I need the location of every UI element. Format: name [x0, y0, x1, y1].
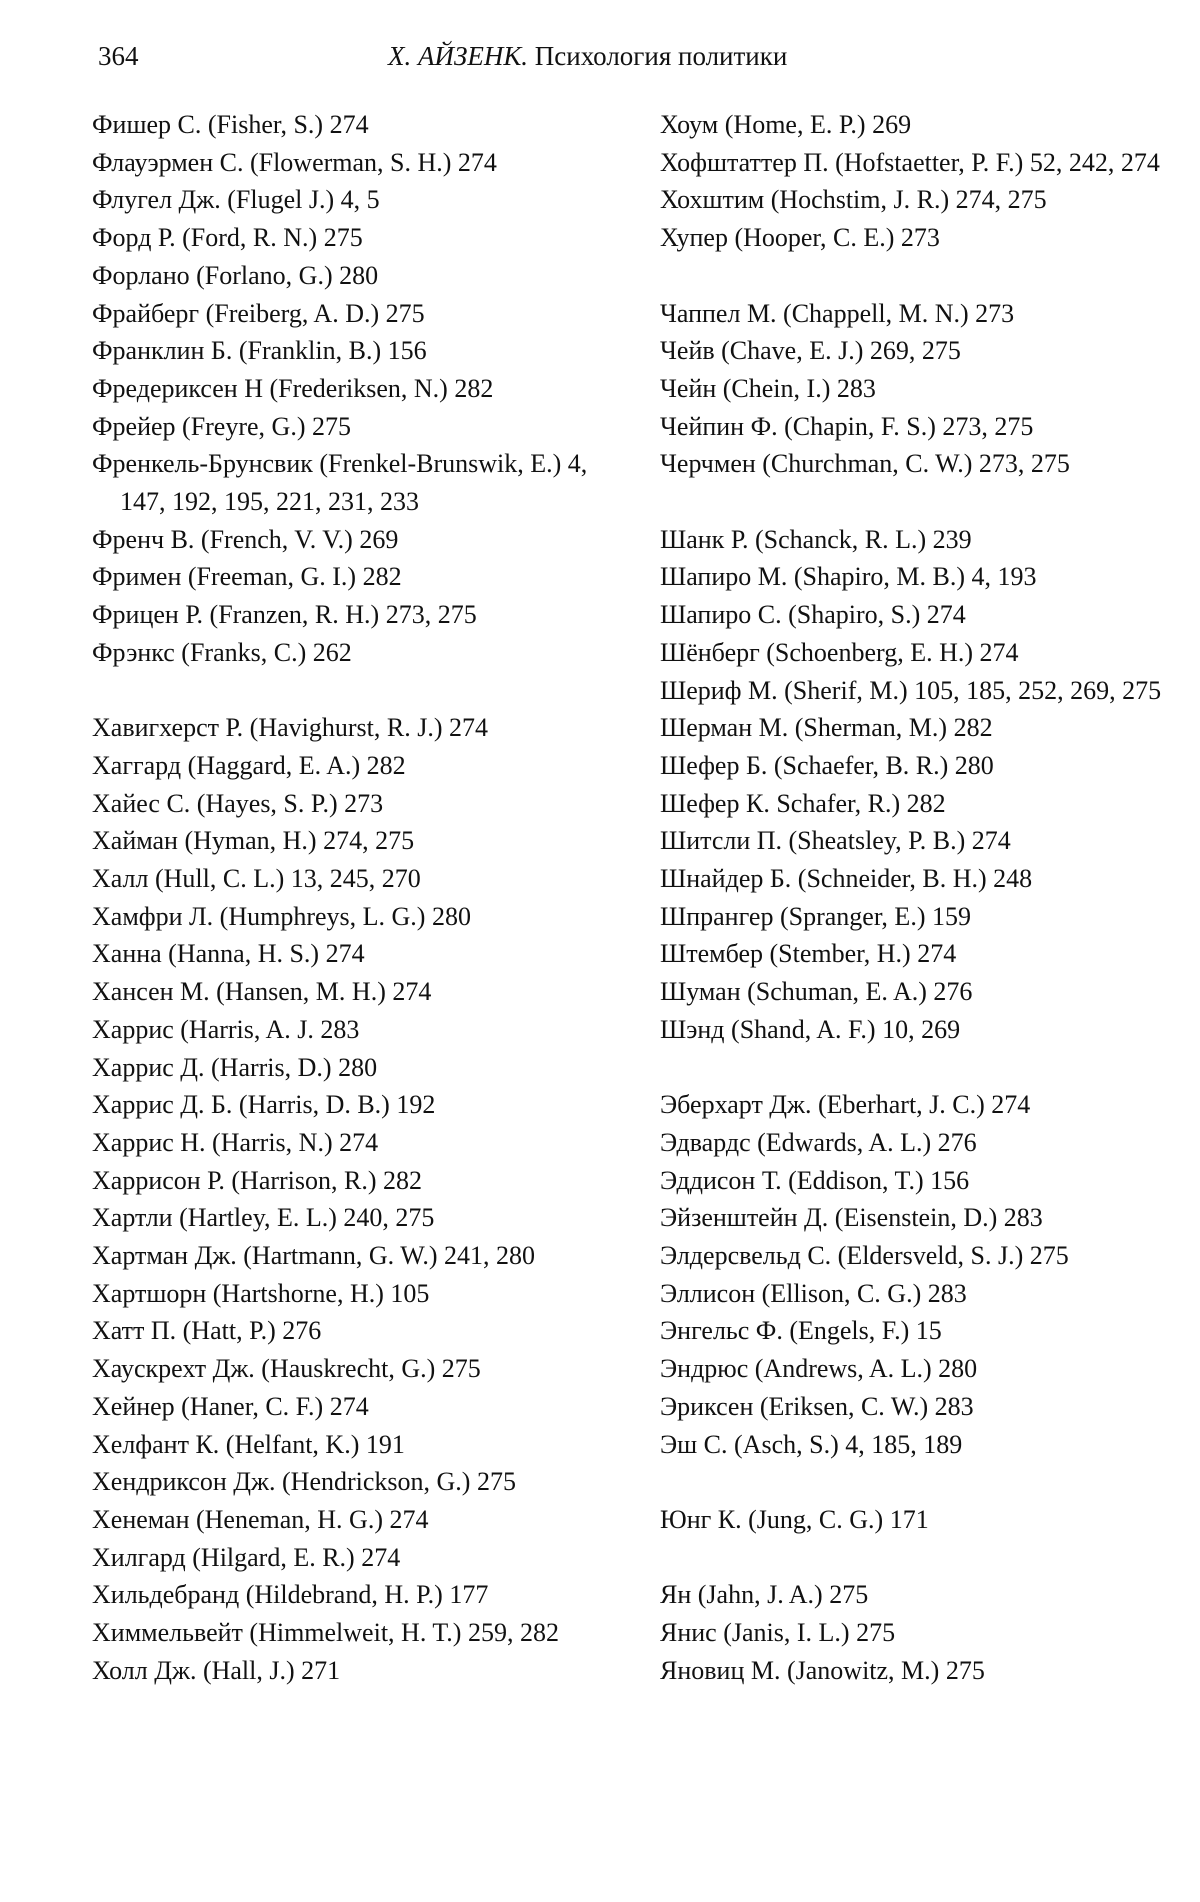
- index-entry: Хартман Дж. (Hartmann, G. W.) 241, 280: [92, 1241, 536, 1271]
- index-entry: Эддисон Т. (Eddison, T.) 156: [660, 1165, 970, 1195]
- index-group: [660, 1501, 1180, 1539]
- index-entry: Черчмен (Churchman, C. W.) 273, 275: [660, 449, 1070, 479]
- index-entry: Хайман (Hyman, H.) 274, 275: [92, 826, 415, 856]
- index-entry: Харрис Д. Б. (Harris, D. B.) 192: [92, 1090, 436, 1120]
- index-entry: Хаускрехт Дж. (Hauskrecht, G.) 275: [92, 1354, 481, 1384]
- index-entry: Хилгард (Hilgard, E. R.) 274: [92, 1542, 401, 1572]
- index-group: [92, 709, 637, 1689]
- index-entry: Шитсли П. (Sheatsley, P. B.) 274: [660, 826, 1011, 856]
- index-entry: Шефер Б. (Schaefer, B. R.) 280: [660, 750, 994, 780]
- index-entry: Эдвардс (Edwards, A. L.) 276: [660, 1127, 977, 1157]
- header-author: Х. АЙЗЕНК.: [388, 41, 529, 71]
- index-group: [660, 106, 1180, 257]
- index-entry: Хаггард (Haggard, E. A.) 282: [92, 750, 406, 780]
- index-entry: Хупер (Hooper, C. E.) 273: [660, 223, 940, 253]
- index-entry: Фредериксен Н (Frederiksen, N.) 282: [92, 373, 494, 403]
- index-entry: Хендриксон Дж. (Hendrickson, G.) 275: [92, 1467, 516, 1497]
- index-entry: Энгельс Ф. (Engels, F.) 15: [660, 1316, 942, 1346]
- index-column-right: [660, 106, 1180, 1689]
- index-entry: Юнг К. (Jung, C. G.) 171: [660, 1504, 929, 1534]
- index-entry: Шпрангер (Spranger, E.) 159: [660, 901, 971, 931]
- index-entry: Шнайдер Б. (Schneider, B. H.) 248: [660, 864, 1033, 894]
- index-entry: Эллисон (Ellison, C. G.) 283: [660, 1278, 967, 1308]
- running-header: [98, 36, 868, 76]
- running-title: [388, 36, 787, 76]
- index-column-left: [92, 106, 637, 1690]
- index-entry: Хенеман (Heneman, H. G.) 274: [92, 1505, 429, 1534]
- index-entry: Эндрюс (Andrews, A. L.) 280: [660, 1354, 978, 1384]
- index-entry: Холл Дж. (Hall, J.) 271: [92, 1655, 341, 1685]
- page-number: 364: [98, 41, 139, 71]
- index-group: [660, 1576, 1180, 1689]
- index-entry: Яновиц М. (Janowitz, M.) 275: [660, 1655, 985, 1685]
- index-entry: Хатт П. (Hatt, P.) 276: [92, 1316, 322, 1346]
- index-entry: Флугел Дж. (Flugel J.) 4, 5: [92, 185, 380, 215]
- index-entry: Харрис Н. (Harris, N.) 274: [92, 1127, 379, 1157]
- index-entry: Чейпин Ф. (Chapin, F. S.) 273, 275: [660, 411, 1034, 441]
- index-entry: Хансен М. (Hansen, M. H.) 274: [92, 977, 432, 1007]
- index-entry: Фрицен Р. (Franzen, R. H.) 273, 275: [92, 600, 477, 630]
- index-entry: Хайес С. (Hayes, S. P.) 273: [92, 788, 384, 818]
- index-entry: Хамфри Л. (Humphreys, L. G.) 280: [92, 901, 471, 931]
- index-entry: Харрис Д. (Harris, D.) 280: [92, 1052, 378, 1082]
- index-entry: Френкель-Брунсвик (Frenkel-Brunswik, E.) 4, 147, 192, 195, 221, 231, 233: [92, 449, 588, 517]
- index-entry: Форд Р. (Ford, R. N.) 275: [92, 223, 363, 253]
- index-group: [660, 295, 1180, 484]
- index-entry: Ян (Jahn, J. A.) 275: [660, 1580, 869, 1610]
- index-entry: Фишер С. (Fisher, S.) 274: [92, 110, 369, 139]
- index-group: [660, 521, 1180, 1049]
- index-entry: Чаппел М. (Chappell, M. N.) 273: [660, 298, 1015, 328]
- index-group: [660, 1086, 1180, 1463]
- index-entry: Шериф М. (Sherif, M.) 105, 185, 252, 269, 275: [660, 675, 1162, 705]
- index-entry: Эберхарт Дж. (Eberhart, J. C.) 274: [660, 1090, 1031, 1120]
- index-entry: Харрис (Harris, A. J. 283: [92, 1014, 360, 1044]
- index-entry: Хильдебранд (Hildebrand, H. P.) 177: [92, 1580, 489, 1610]
- index-entry: Шуман (Schuman, E. A.) 276: [660, 977, 973, 1007]
- index-entry: Фрейер (Freyre, G.) 275: [92, 411, 351, 441]
- index-entry: Флауэрмен С. (Flowerman, S. H.) 274: [92, 147, 497, 177]
- index-entry: Элдерсвельд С. (Eldersveld, S. J.) 275: [660, 1241, 1069, 1271]
- index-entry: Эш С. (Asch, S.) 4, 185, 189: [660, 1429, 963, 1459]
- index-entry: Ханна (Hanna, H. S.) 274: [92, 939, 365, 969]
- index-entry: Шанк Р. (Schanck, R. L.) 239: [660, 524, 972, 554]
- index-entry: Эриксен (Eriksen, C. W.) 283: [660, 1391, 974, 1421]
- index-entry: Хартшорн (Hartshorne, H.) 105: [92, 1278, 430, 1308]
- index-entry: Форлано (Forlano, G.) 280: [92, 260, 379, 290]
- index-entry: Хохштим (Hochstim, J. R.) 274, 275: [660, 185, 1047, 215]
- index-entry: Хартли (Hartley, E. L.) 240, 275: [92, 1203, 435, 1233]
- header-title: Психология политики: [534, 41, 788, 71]
- index-entry: Харрисон Р. (Harrison, R.) 282: [92, 1165, 423, 1195]
- index-group: [92, 106, 637, 672]
- index-entry: Химмельвейт (Himmelweit, H. T.) 259, 282: [92, 1618, 559, 1648]
- index-entry: Хелфант К. (Helfant, K.) 191: [92, 1429, 405, 1459]
- index-entry: Шефер К. Schafer, R.) 282: [660, 788, 946, 818]
- index-entry: Эйзенштейн Д. (Eisenstein, D.) 283: [660, 1203, 1043, 1233]
- index-entry: Шёнберг (Schoenberg, E. H.) 274: [660, 637, 1019, 667]
- index-entry: Шапиро М. (Shapiro, M. B.) 4, 193: [660, 562, 1037, 592]
- index-entry: Хавигхерст Р. (Havighurst, R. J.) 274: [92, 713, 488, 743]
- index-entry: Франклин Б. (Franklin, B.) 156: [92, 336, 427, 366]
- index-entry: Штембер (Stember, H.) 274: [660, 939, 957, 969]
- index-entry: Янис (Janis, I. L.) 275: [660, 1618, 896, 1648]
- index-entry: Чейв (Chave, E. J.) 269, 275: [660, 336, 961, 366]
- index-entry: Хоум (Home, E. P.) 269: [660, 110, 912, 139]
- index-entry: Френч В. (French, V. V.) 269: [92, 524, 399, 554]
- index-entry: Халл (Hull, C. L.) 13, 245, 270: [92, 864, 421, 894]
- index-entry: Хофштаттер П. (Hofstaetter, P. F.) 52, 242, 274: [660, 147, 1160, 177]
- index-entry: Шапиро С. (Shapiro, S.) 274: [660, 600, 966, 630]
- index-entry: Фрэнкс (Franks, C.) 262: [92, 637, 352, 667]
- index-entry: Хейнер (Haner, C. F.) 274: [92, 1391, 369, 1421]
- index-entry: Чейн (Chein, I.) 283: [660, 373, 876, 403]
- index-entry: Фримен (Freeman, G. I.) 282: [92, 562, 402, 592]
- index-entry: Фрайберг (Freiberg, A. D.) 275: [92, 298, 425, 328]
- index-entry: Шерман М. (Sherman, M.) 282: [660, 713, 993, 743]
- index-entry: Шэнд (Shand, A. F.) 10, 269: [660, 1014, 961, 1044]
